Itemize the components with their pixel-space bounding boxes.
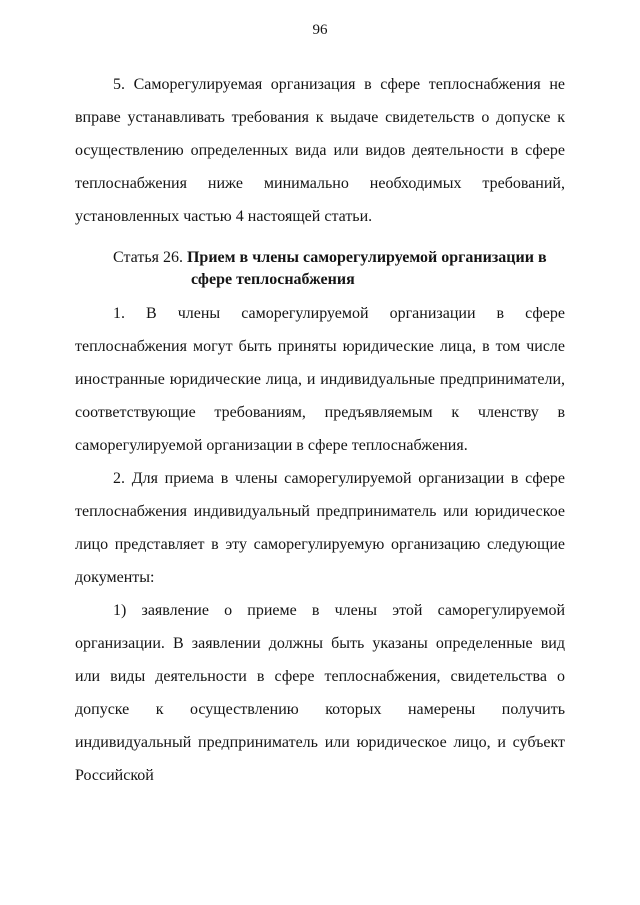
page-number: 96 <box>312 22 328 38</box>
paragraph-subpoint-1: 1) заявление о приеме в члены этой саморегулируемой организации. В заявлении должны быть указаны определенные вид или виды деятельности в сфере теплоснабжения, свидетельства о допуске к осуществлению которых намерены получить индивидуальный предприниматель или юридическое лицо, и субъект Российской <box>75 602 565 784</box>
article-heading <box>113 247 565 291</box>
paragraph-point-1: 1. В члены саморегулируемой организации в сфере теплоснабжения могут быть приняты юридические лица, в том числе иностранные юридические лица, и индивидуальные предприниматели, соответствующие требованиям, предъявляемым к членству в саморегулируемой организации в сфере теплоснабжения. <box>75 305 565 454</box>
paragraph-point-5: 5. Саморегулируемая организация в сфере теплоснабжения не вправе устанавливать требования к выдаче свидетельств о допуске к осуществлению определенных вида или видов деятельности в сфере теплоснабжения ниже минимально необходимых требований, установленных частью 4 настоящей статьи. <box>75 76 565 225</box>
article-heading-title: Прием в члены саморегулируемой организации в сфере теплоснабжения <box>186 249 547 288</box>
paragraph-point-2: 2. Для приема в члены саморегулируемой организации в сфере теплоснабжения индивидуальный предприниматель или юридическое лицо представляет в эту саморегулируемую организацию следующие документы: <box>75 470 565 586</box>
article-heading-label: Статья 26. <box>113 249 183 266</box>
